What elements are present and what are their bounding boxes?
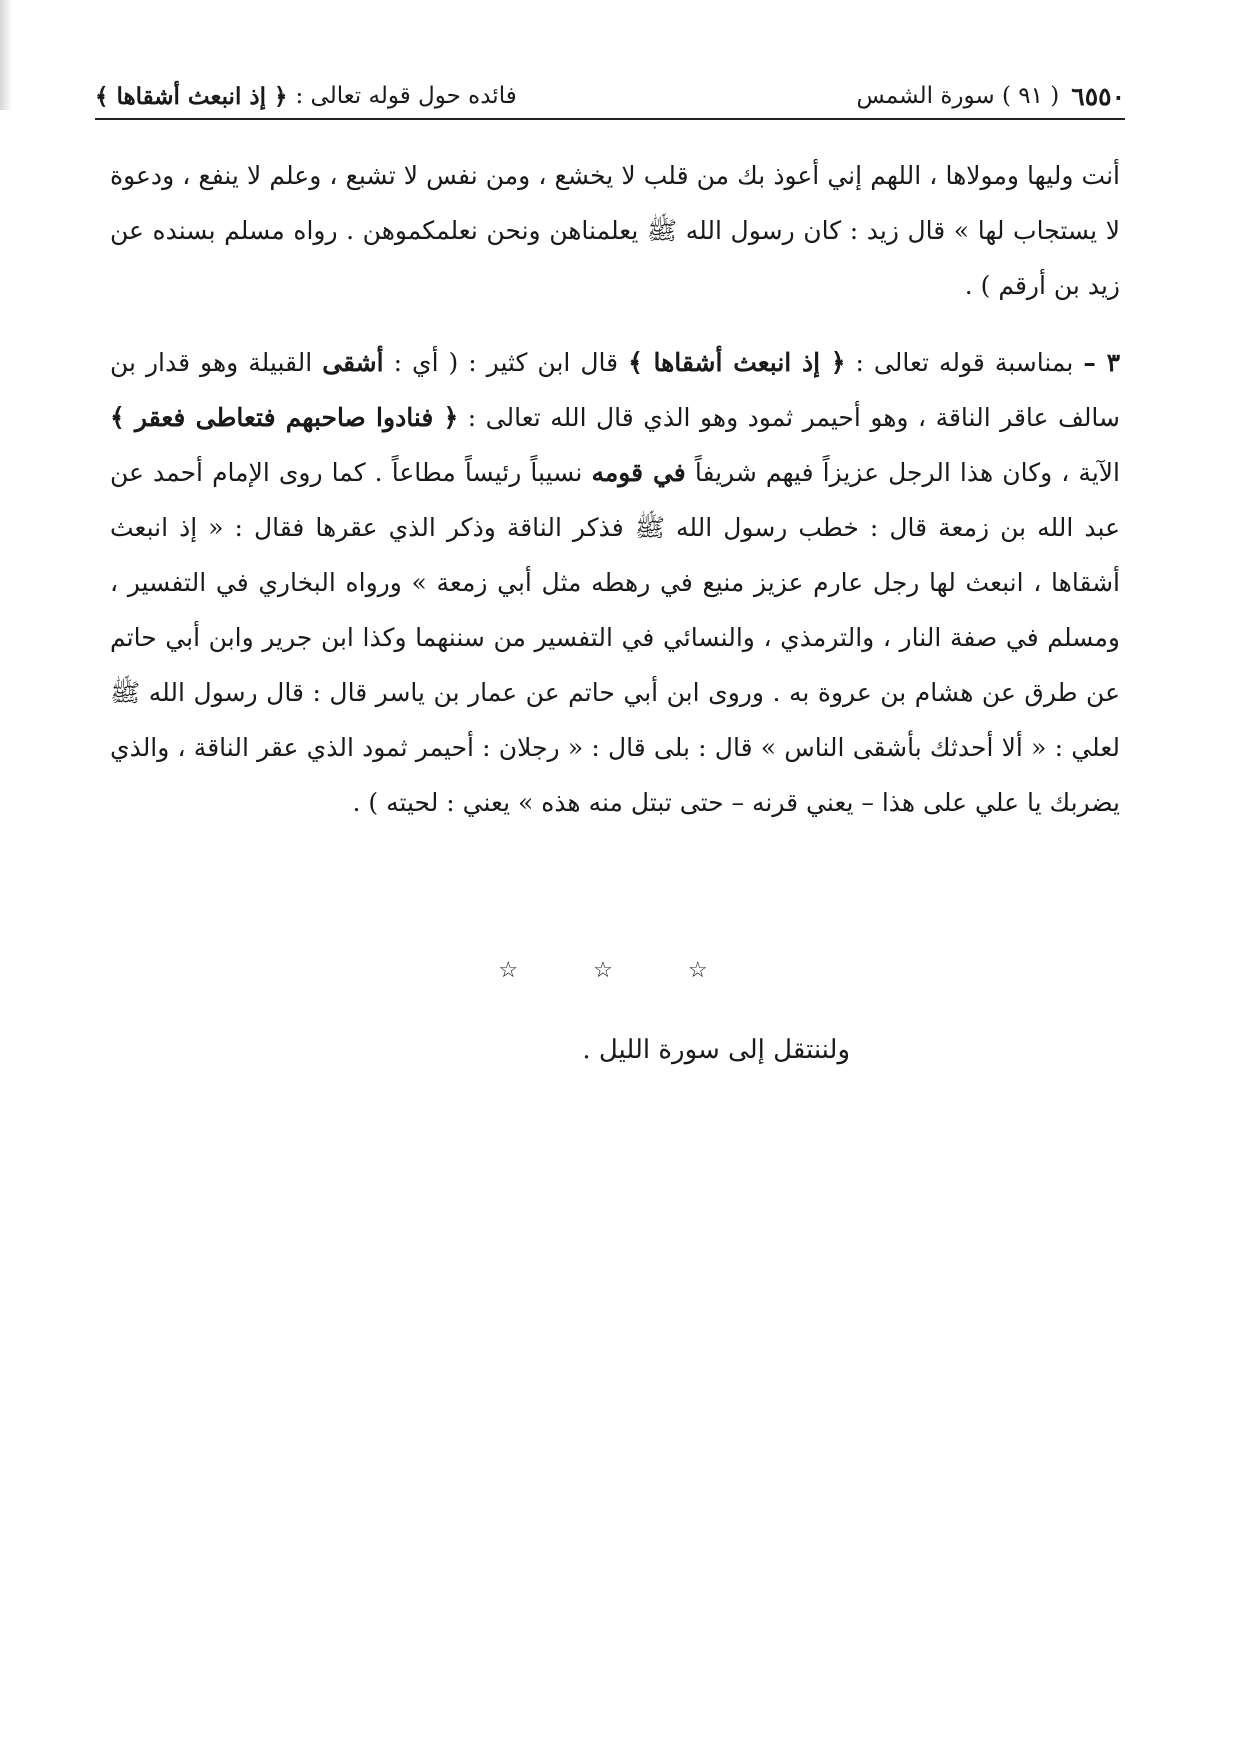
closing-line: ولننتقل إلى سورة الليل . [582, 1035, 850, 1065]
page-number: ٦٥٥٠ [1071, 81, 1125, 111]
paragraph-1: أنت وليها ومولاها ، اللهم إني أعوذ بك من قلب لا يخشع ، ومن نفس لا تشبع ، وعلم لا ينفع ، ودعوة لا يستجاب لها » قال زيد : كان رسول الله ﷺ يعلمناهن ونحن نعلمكموهن . رواه مسلم بسنده عن زيد بن أرقم ) . [110, 161, 1120, 300]
item-number: ٣ – [1083, 348, 1120, 377]
surah-title: ( ٩١ ) سورة الشمس [856, 83, 1060, 109]
header-rule [95, 118, 1125, 120]
section-separator-stars: ☆ ☆ ☆ [498, 958, 742, 983]
para-mid-1: قال ابن كثير : ( أي : [393, 348, 619, 377]
para-mid-2: القبيلة وهو قدار بن سالف عاقر الناقة ، وهو أحيمر ثمود وهو الذي قال الله تعالى : [110, 348, 1120, 432]
quran-verse-2: ﴿ فنادوا صاحبهم فتعاطى فعقر ﴾ [110, 403, 459, 432]
header-left [95, 83, 517, 110]
scan-edge [0, 0, 12, 110]
para-rest: نسيباً رئيساً مطاعاً . كما روى الإمام أحمد عن عبد الله بن زمعة قال : خطب رسول الله ﷺ فذكر الناقة وذكر الذي عقرها فقال : « إذ انبعث أشقاها ، انبعث لها رجل عارم عزيز منيع في رهطه مثل أبي زمعة » ورواه البخاري في التفسير ، ومسلم في صفة النار ، والترمذي ، والنسائي في التفسير من سننهما وكذا ابن جرير وابن أبي حاتم عن طرق عن هشام بن عروة به . وروى ابن أبي حاتم عن عمار بن ياسر قال : قال رسول الله ﷺ لعلي : « ألا أحدثك بأشقى الناس » قال : بلى قال : « رجلان : أحيمر ثمود الذي عقر الناقة ، والذي يضربك يا علي على هذا – يعني قرنه – حتى تبتل منه هذه » يعني : لحيته ) . [110, 458, 1120, 817]
para-mid-3: الآية ، وكان هذا الرجل عزيزاً فيهم شريفاً [694, 458, 1120, 487]
main-text [110, 148, 1120, 852]
bold-word-1: أشقى [322, 348, 384, 377]
header-topic: فائده حول قوله تعالى : [295, 83, 517, 109]
quran-verse-1: ﴿ إذ انبعث أشقاها ﴾ [628, 348, 846, 377]
bold-word-2: في قومه [591, 458, 686, 487]
header-right [857, 82, 1126, 111]
header-verse: ﴿ إذ انبعث أشقاها ﴾ [95, 82, 288, 110]
paragraph-3 [110, 335, 1120, 830]
para-intro: بمناسبة قوله تعالى : [855, 348, 1074, 377]
page-header [95, 78, 1125, 114]
